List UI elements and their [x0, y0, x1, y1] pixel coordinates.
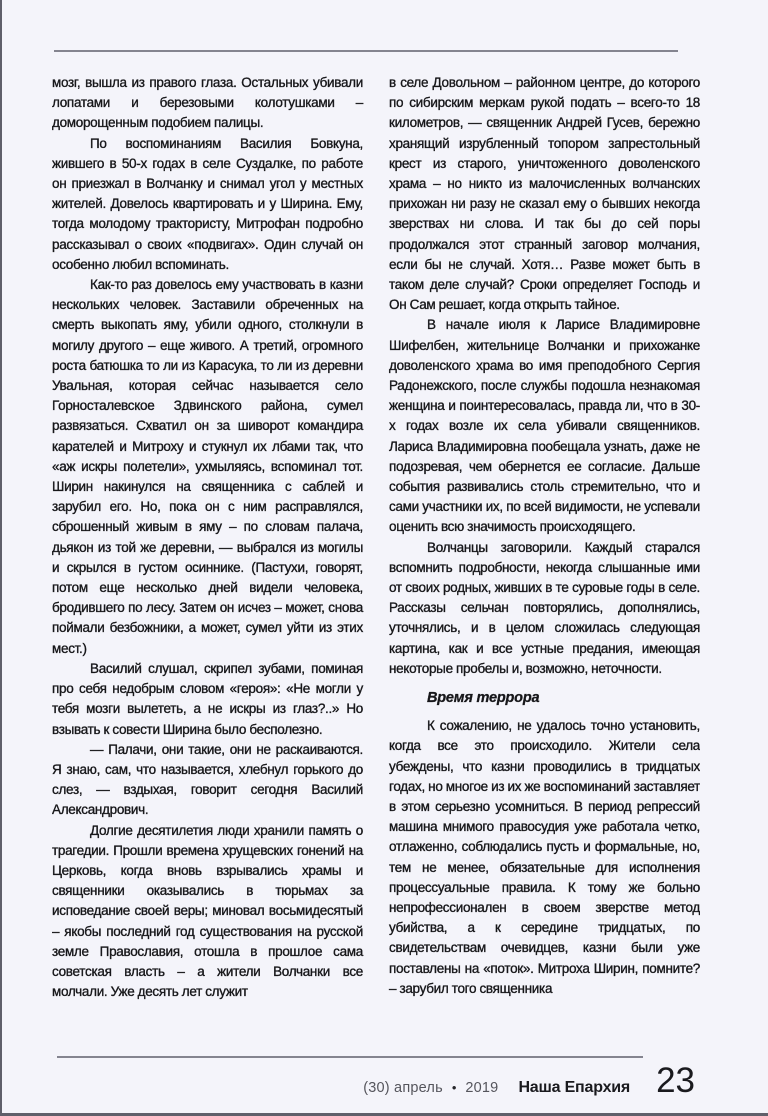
top-rule	[54, 50, 678, 52]
paragraph: Василий слушал, скрипел зубами, поминая про себя недобрым словом «героя»: «Не могли у тебя мозги вылететь, а не искры из глаз?..» Но взывать к совести Ширина было бесполезно.	[52, 660, 363, 737]
paragraph: Долгие десятилетия люди хранили память о трагедии. Прошли времена хрущевских гонений на Церковь, когда вновь взрывались храмы и священники оказывались в тюрьмах за исповедание своей веры; миновал восьмидесятый – якобы последний год существования на русской земле Православия, отошла в прошлое сама советская власть – а жители Волчанки все молчали. Уже десять лет служит	[52, 822, 363, 1000]
right-column	[389, 73, 700, 1058]
article-body	[52, 73, 700, 1058]
left-column	[52, 73, 363, 1058]
paragraph: в селе Довольном – районном центре, до которого по сибирским меркам рукой подать – всего-то 18 километров, — священник Андрей Гусев, бережно хранящий изрубленный топором запрестольный крест из старого, уничтоженного доволенского храма – но никто из малочисленных волчанских прихожан ни разу не сказал ему о бывших некогда зверствах ни слова. И так бы до сей поры продолжался этот странный заговор молчания, если бы не случай. Хотя… Разве может быть в таком деле случай? Сроки определяет Господь и Он Сам решает, когда открыть тайное.	[389, 75, 700, 313]
section-heading: Время террора	[427, 690, 540, 707]
footer-bullet-icon: •	[451, 1080, 457, 1095]
page-footer	[363, 1063, 695, 1098]
paragraph: В начале июля к Ларисе Владимировне Шифелбен, жительнице Волчанки и прихожанке доволенского храма во имя преподобного Сергия Радонежского, после службы подошла незнакомая женщина и поинтересовалась, правда ли, что в 30-х годах возле их села убивали священников. Лариса Владимировна пообещала узнать, даже не подозревая, чем обернется ее согласие. Дальше события развивались столь стремительно, что и сами участники их, по всей видимости, не успевали оценить всю значимость происходящего.	[389, 317, 700, 535]
page-number: 23	[656, 1061, 695, 1100]
footer-year: 2019	[465, 1080, 499, 1096]
paragraph: К сожалению, не удалось точно установить, когда все это происходило. Жители села убеждены, что казни проводились в тридцатых годах, но многое из их же воспоминаний заставляет в этом серьезно усомниться. В период репрессий машина мнимого правосудия уже работала четко, отлаженно, соблюдались пусть и формальные, но, тем не менее, обязательные для исполнения процессуальные правила. К тому же больно непрофессионален в своем зверстве метод убийства, а к середине тридцатых, по свидетельствам очевидцев, казни были уже поставлены на «поток». Митроха Ширин, помните? – зарубил того священника	[389, 718, 700, 996]
footer-magazine-title: Наша Епархия	[518, 1079, 631, 1096]
paragraph: По воспоминаниям Василия Бовкуна, жившего в 50-х годах в селе Суздалке, по работе он приезжал в Волчанку и снимал угол у местных жителей. Довелось квартировать и у Ширина. Ему, тогда молодому трактористу, Митрофан подробно рассказывал о своих «подвигах». Один случай он особенно любил вспоминать.	[52, 135, 363, 272]
paragraph: мозг, вышла из правого глаза. Остальных убивали лопатами и березовыми колотушками – доморощенным подобием палицы.	[52, 75, 363, 131]
paragraph: Волчанцы заговорили. Каждый старался вспомнить подробности, некогда слышанные ими от своих родных, живших в те суровые годы в селе. Рассказы сельчан повторялись, дополнялись, уточнялись, и в целом сложилась следующая картина, как и все устные предания, имеющая некоторые пробелы и, возможно, неточности.	[389, 539, 700, 676]
footer-issue: (30) апрель	[363, 1080, 443, 1096]
footer-rule	[57, 1056, 643, 1058]
paragraph: — Палачи, они такие, они не раскаиваются. Я знаю, сам, что называется, хлебнул горького до слез, — вздыхая, говорит сегодня Василий Александрович.	[52, 741, 363, 818]
paragraph: Как-то раз довелось ему участвовать в казни нескольких человек. Заставили обреченных на смерть выкопать яму, убили одного, столкнули в могилу другого – еще живого. А третий, огромного роста батюшка то ли из Карасука, то ли из деревни Увальная, которая сейчас называется село Горносталевское Здвинского района, сумел развязаться. Схватил он за шиворот командира карателей и Митроху и стукнул их лбами так, что «аж искры полетели», ухмыляясь, вспоминал тот. Ширин накинулся на священника с саблей и зарубил его. Но, пока он с ним расправлялся, сброшенный живым в яму – по словам палача, дьякон из той же деревни, — выбрался из могилы и скрылся в густом осиннике. (Пастухи, говорят, потом еще несколько дней видели человека, бродившего по лесу. Затем он исчез – может, снова поймали безбожники, а может, сумел уйти из этих мест.)	[52, 277, 363, 656]
